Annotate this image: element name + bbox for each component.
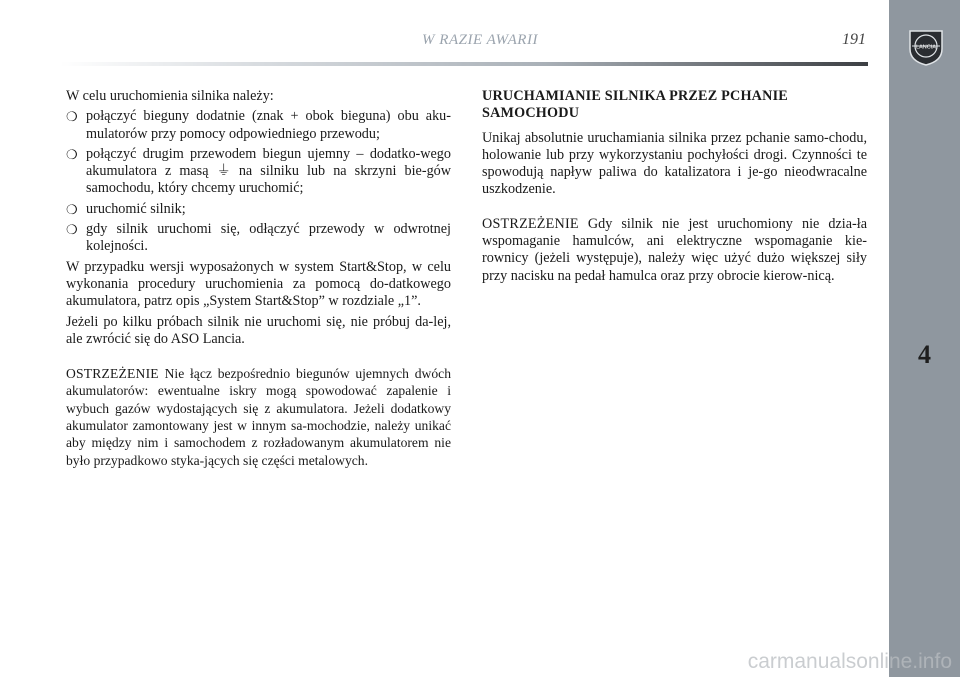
startstop-paragraph: W przypadku wersji wyposażonych w system Start&Stop, w celu wykonania procedury uruchomienia za pomocą do-datkowego akumulatora, patrz opis „System Start&Stop” w rozdziale „1”.: [66, 258, 451, 310]
warning-block: [482, 216, 867, 285]
section-heading: URUCHAMIANIE SILNIKA PRZEZ PCHANIE SAMOCHODU: [482, 88, 788, 122]
warning-label: OSTRZEŻENIE: [66, 366, 159, 382]
bullet-text: uruchomić silnik;: [86, 200, 186, 217]
bullet-circle-icon: ❍: [66, 109, 78, 125]
chapter-side-tab: [889, 0, 960, 677]
list-item: [66, 108, 451, 143]
bullet-circle-icon: ❍: [66, 222, 78, 238]
bullet-circle-icon: ❍: [66, 146, 78, 162]
chapter-number: 4: [918, 340, 931, 369]
lancia-logo-icon: [906, 27, 946, 67]
warning-text: Gdy silnik nie jest uruchomiony nie dzia-ła wspomaganie hamulców, ani elektryczne wspomaganie kie-rownicy (jeżeli występuje), należy więc użyć dużo większej siły przy nacisku na pedał hamulca oraz przy obrocie kierow-nicą.: [482, 215, 867, 284]
push-start-paragraph: Unikaj absolutnie uruchamiania silnika przez pchanie samo-chodu, holowanie lub przy wykorzystaniu pochyłości drogi. Czynności te spowodują napływ paliwa do katalizatora i je-go nieodwracalne uszkodzenie.: [482, 129, 867, 198]
list-item: [66, 201, 451, 218]
left-column: [66, 88, 451, 472]
page-number: 191: [842, 31, 866, 48]
bullet-text: gdy silnik uruchomi się, odłączyć przewody w odwrotnej kolejności.: [86, 221, 451, 255]
intro-paragraph: W celu uruchomienia silnika należy:: [66, 88, 274, 104]
bullet-text: połączyć bieguny dodatnie (znak + obok bieguna) obu aku-mulatorów przy pomocy odpowiedniego przewodu;: [86, 108, 451, 142]
header-rule: [60, 62, 868, 66]
warning-text: Nie łącz bezpośrednio biegunów ujemnych dwóch akumulatorów: ewentualne iskry mogą spowodować zapalenie i wybuch gazów wydostających się z akumulatora. Jeżeli dodatkowy akumulator zamontowany jest w innym sa-mochodzie, należy unikać aby między nim i samochodem z rozładowanym akumulatorem nie było przypadkowo styka-jących się części metalowych.: [66, 366, 451, 468]
list-item: [66, 146, 451, 198]
header-section-title: W RAZIE AWARII: [422, 32, 538, 48]
warning-label: OSTRZEŻENIE: [482, 215, 579, 232]
watermark: carmanualsonline.info: [747, 650, 952, 673]
right-column: [482, 88, 867, 288]
bullet-text: połączyć drugim przewodem biegun ujemny – dodatko-wego akumulatora z masą ⏚ na silniku lub na skrzyni bie-gów samochodu, który chcemy uruchomić;: [86, 145, 451, 197]
warning-block: [66, 365, 451, 469]
list-item: [66, 221, 451, 256]
aso-paragraph: Jeżeli po kilku próbach silnik nie uruchomi się, nie próbuj da-lej, ale zwrócić się do ASO Lancia.: [66, 313, 451, 347]
bullet-circle-icon: ❍: [66, 201, 78, 217]
svg-text:LANCIA: LANCIA: [916, 44, 936, 51]
